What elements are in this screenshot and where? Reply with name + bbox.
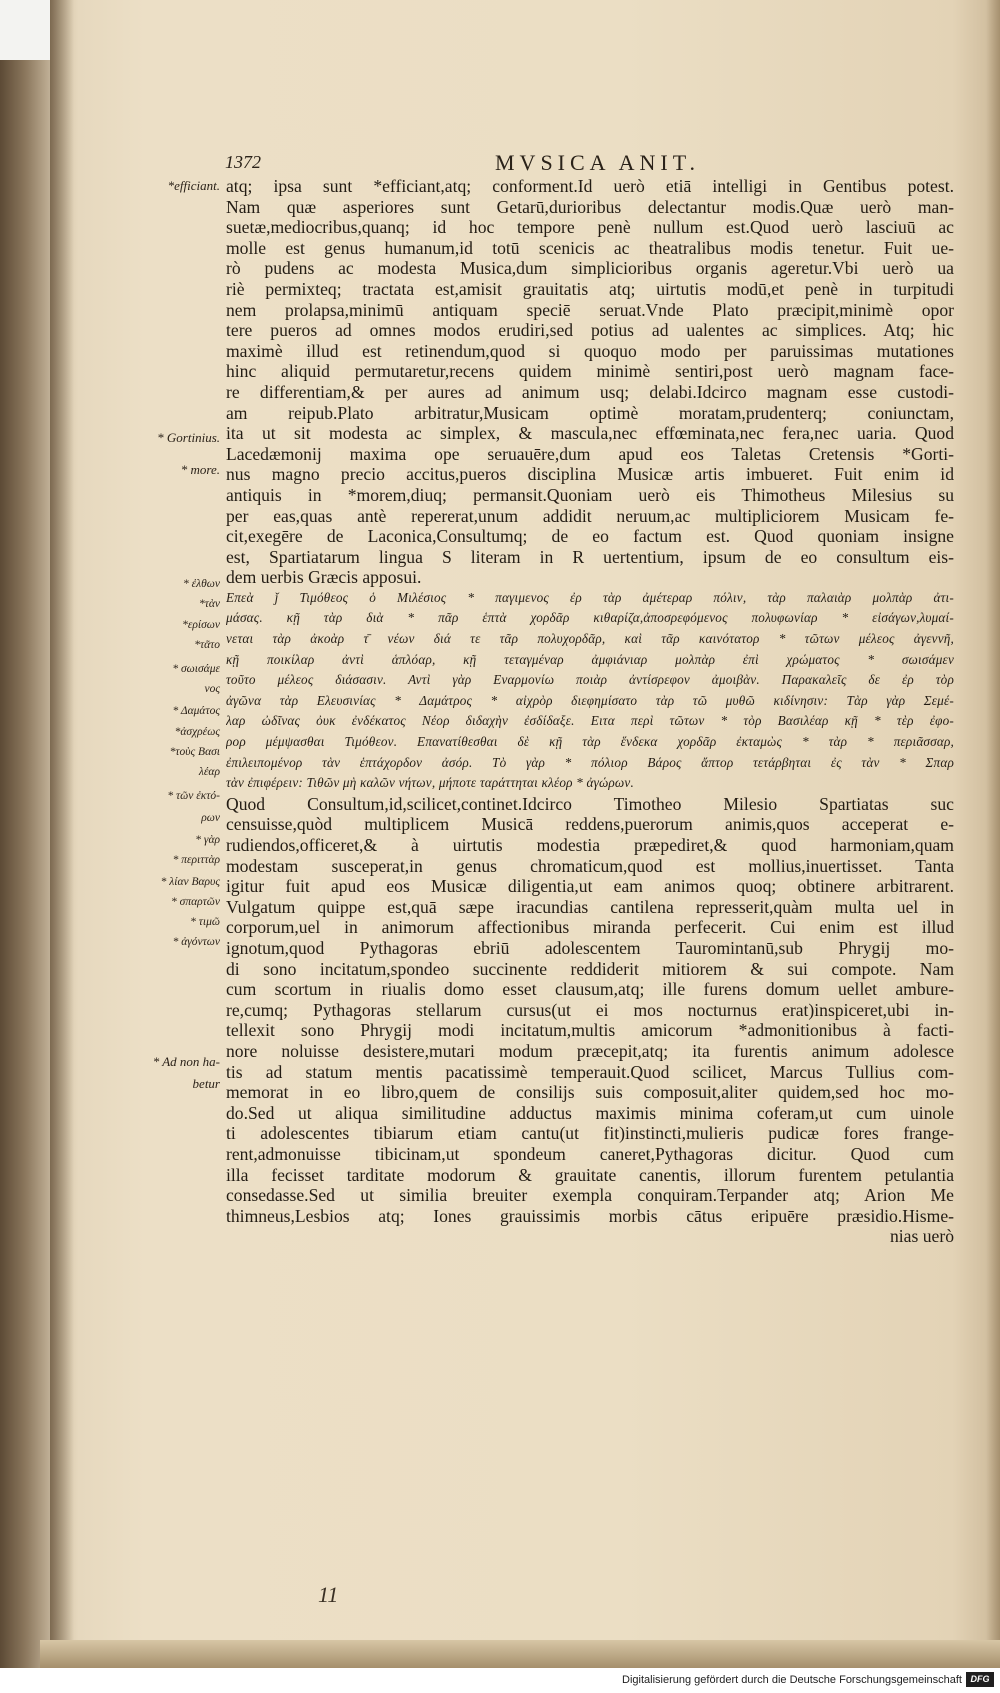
- text-line: suetæ,mediocribus,quanq; id hoc tempore penè nullum est.Quod uerò lasciuū ac: [226, 217, 954, 238]
- text-line: rent,admonuisse tibicinam,ut spondeum caneret,Pythagoras dicitur. Quod cum: [226, 1143, 954, 1164]
- margin-note: * ἐλθων: [182, 578, 220, 590]
- text-line: di sono incitatum,spondeo succinente reddiderit mitiorem & sui compote. Nam: [226, 958, 954, 979]
- text-line: tis ad statum mentis pacatissimè temperauit.Quod scilicet, Marcus Tullius com-: [226, 1061, 954, 1082]
- text-line: re differentiam,& per aures ad animum usq; delabi.Idcirco magnam esse custodi-: [226, 381, 954, 402]
- text-line: atq; ipsa sunt *efficiant,atq; conforment.Id uerò etiā intelligi in Gentibus potest.: [226, 176, 954, 196]
- text-line: modestam susceperat,in genus chromaticum,quod est mollius,inuertisset. Tanta: [226, 855, 954, 876]
- greek-line: ἐπιλειπομένορ τὰν ἑπτάχορδον ἀσόρ. Τὸ γὰρ * πόλιορ Βάρος ἄπτορ τετάρβηται ἐς τὰν * Σπαρ: [226, 754, 954, 770]
- text-line: nore noluisse desistere,mutari modum præcepit,atq; ita furentis animum adolesce: [226, 1040, 954, 1061]
- text-line: igitur fuit apud eos Musicæ diligentia,ut eam animos quoq; obtinere arbitrarent.: [226, 876, 954, 897]
- funding-credit: Digitalisierung gefördert durch die Deutsche Forschungsgemeinschaft: [622, 1674, 962, 1686]
- main-text-block: [226, 176, 954, 1247]
- text-line: am reipub.Plato arbitratur,Musicam optimè moratam,prudenterq; coniunctam,: [226, 402, 954, 423]
- margin-note: *τοὺς Βασι: [169, 746, 220, 758]
- text-line: cum scortum in riualis domo esset clausum,atq; ille furens domum uellet ambure-: [226, 979, 954, 1000]
- text-line: rò pudens ac modesta Musica,dum simplicioribus organis ageretur.Vbi uerò ua: [226, 258, 954, 279]
- text-line: censuisse,quòd multiplicem Musicā reddens,puerorum animis,quos acceperat e-: [226, 814, 954, 835]
- text-line: re,cumq; Pythagoras stellarum cursus(ut ei mos nocturnus erat)inspiceret,ubi in-: [226, 999, 954, 1020]
- margin-note: * σπαρτῶν: [171, 896, 220, 908]
- margin-note: * τῶν ἐκτό-: [167, 790, 220, 802]
- text-line: ignotum,quod Pythagoras ebriū adolescentem Tauromintanū,sub Phrygij mo-: [226, 937, 954, 958]
- margin-note: * λίαν Βαρυς: [160, 876, 220, 888]
- margin-note: * more.: [180, 462, 220, 477]
- margin-note: * ἀγόντων: [172, 936, 220, 948]
- margin-note: *efficiant.: [167, 178, 220, 193]
- text-line: nem prolapsa,minimū antiquam speciē seruat.Vnde Plato præcipit,minimè opor: [226, 299, 954, 320]
- margin-note: *τὰν: [198, 598, 220, 610]
- greek-line: τοῦτο μέλεος διάσασιν. Αντὶ γὰρ Εναρμονίω ποιὰρ ἀντίσρεφον ἀμοιβὰν. Παρακαλεῖς δε ἐρ τὸρ: [226, 672, 954, 688]
- text-line: maximè illud est retinendum,quod si quoquo modo per paruissimas mutationes: [226, 340, 954, 361]
- margin-note: νος: [204, 683, 220, 695]
- running-head: MVSICA ANIT.: [495, 150, 701, 175]
- text-line: consedasse.Sed ut similia breuiter exempla conquiram.Terpander atq; Arion Me: [226, 1185, 954, 1206]
- text-line: tellexit sono Phrygij modi incitatum,multis amicorum *admonitionibus à facti-: [226, 1020, 954, 1041]
- gutter-shadow: [50, 0, 74, 1668]
- text-line: ti adolescentes tibiarum etiam cantu(ut fit)instincti,mulieris pudicæ fores frange-: [226, 1123, 954, 1144]
- margin-note: * Δαμάτος: [172, 705, 220, 717]
- text-line: cit,exegēre de Laconica,Consultumq; de eo factum est. Quod quoniam insigne: [226, 526, 954, 547]
- text-line: do.Sed ut aliqua similitudine adductus maximis minima coferam,ut cum uinole: [226, 1102, 954, 1123]
- dfg-logo-icon: DFG: [966, 1672, 994, 1687]
- margin-note: betur: [192, 1076, 220, 1091]
- margin-note: λέαρ: [198, 766, 220, 778]
- greek-line: μάσας. κῇ τὰρ διὰ * πᾶρ ἑπτὰ χορδᾶρ κιθαρίζα,ἀποσρεφόμενος πολυφωνίαρ * εἰσάγων,λυμαί-: [226, 610, 954, 626]
- text-line: per eas,quas antè repererat,unum addidit neruum,ac multipliciorem Musicam fe-: [226, 505, 954, 526]
- handwritten-mark: 11: [318, 1582, 339, 1607]
- footer-bar: [0, 1668, 1000, 1693]
- text-line: antiquis in *morem,diuq; permansit.Quoniam uerò eis Thimotheus Milesius su: [226, 484, 954, 505]
- margin-note: * τιμῶ: [190, 916, 220, 928]
- text-line: dem uerbis Græcis apposui.: [226, 567, 422, 588]
- text-line: molle est genus humanum,id totū scenicis ac theatralibus modis tenetur. Fuit ue-: [226, 237, 954, 258]
- greek-line: νεται τὰρ ἀκοὰρ τ̄ νέων διά τε τᾶρ πολυχορδᾶρ, καὶ τᾶρ καινότατορ * τῶτων μέλεος ἀγεννῆ,: [226, 631, 954, 647]
- text-line: hinc aliquid permutaretur,recens quidem minimè sentiri,post uerò magnam face-: [226, 361, 954, 382]
- greek-line: κῇ ποικίλαρ ἀντὶ ἁπλόαρ, κῇ τεταγμέναρ ἀμφιάνιαρ μολπὰρ ἐπὶ χρώματος * σωισάμεν: [226, 651, 954, 667]
- page-stack-bottom-edge: [40, 1640, 1000, 1668]
- text-line: Lacedæmonij maxima ope seruauēre,dum apud eos Taletas Cretensis *Gorti-: [226, 443, 954, 464]
- greek-line: τὰν ἐπιφέρειν: Τιθῶν μὴ καλῶν νήτων, μήποτε ταράττηται κλέορ * ἀγώρων.: [226, 775, 634, 791]
- margin-note: * Ad non ha-: [152, 1054, 220, 1069]
- margin-note: *ερίσων: [182, 619, 220, 631]
- margin-note: *ἀσχρέως: [174, 726, 220, 738]
- margin-note: * γὰρ: [195, 834, 220, 846]
- page-right-edge: [986, 0, 1000, 1668]
- margin-note: * περιττὰρ: [172, 854, 220, 866]
- text-line: thimneus,Lesbios atq; Iones grauissimis morbis cātus eripuēre præsidio.Hisme-: [226, 1205, 954, 1226]
- text-line: illa fecisset tarditate modorum & grauitate canentis, illorum furentem petulantia: [226, 1164, 954, 1185]
- page-number: 1372: [225, 152, 261, 172]
- text-line: Nam quæ asperiores sunt Getarū,durioribus delectantur modis.Quæ uerò man-: [226, 196, 954, 217]
- text-line: tere pueros ad omnes modos erudiri,sed potius ad ualentes ac simplices. Atq; hic: [226, 320, 954, 341]
- margin-note: *τᾶτο: [194, 639, 220, 651]
- text-line: est, Spartiatarum lingua S literam in R uertentium, ipsum de eo consultum eis-: [226, 546, 954, 567]
- text-line: corporum,uel in animorum affectionibus miranda perfecerit. Cui enim est illud: [226, 917, 954, 938]
- text-line: Vulgatum quippe est,quā sæpe iracundias cantilena represserit,quàm multa uel in: [226, 896, 954, 917]
- margin-note: ρων: [201, 812, 220, 824]
- margin-note: * Gortinius.: [157, 430, 220, 445]
- text-line: Quod Consultum,id,scilicet,continet.Idcirco Timotheo Milesio Spartiatas suc: [226, 793, 954, 814]
- catchword: nias uerò: [889, 1226, 954, 1247]
- text-line: riè permixteq; tractata est,amisit grauitatis atq; uirtutis modū,et penè in turpitudi: [226, 278, 954, 299]
- text-line: nus magno precio accitus,pueros disciplina Musicæ artis imbueret. Fuit enim id: [226, 464, 954, 485]
- greek-line: ρορ μέμψασθαι Τιμόθεον. Επανατίθεσθαι δὲ κῇ τὰρ ἕνδεκα χορδᾶρ ἐκταμὼς * τὰρ * περιᾶσσαρ,: [226, 734, 954, 750]
- text-line: ita ut sit modesta ac simplex, & mascula,nec effœminata,nec fera,nec uaria. Quod: [226, 423, 954, 444]
- text-line: memorat in eo libro,quem de consilijs suis composuit,aliter quidem,sed hoc mo-: [226, 1082, 954, 1103]
- margin-note: * σωισάμε: [172, 663, 220, 675]
- text-line: rudiendos,officeret,& à uirtutis modestia præpediret,& quod harmoniam,quam: [226, 835, 954, 855]
- greek-line: Επεὰ ǰ Τιμόθεος ὁ Μιλέσιος * παγιμενος ἐρ τὰρ ἀμέτεραρ πόλιν, τὰρ παλαιὰρ μολπὰρ ἀτι-: [226, 589, 954, 605]
- greek-line: ἀγῶνα τὰρ Ελευσινίας * Δαμάτρος * αἰχρὸρ διεφημίσατο τὰρ τῶ μυθῶ κιδίνησιν: Τὰρ γὰρ Σεμέ-: [226, 692, 954, 708]
- greek-line: λαρ ὠδῖνας ὀυκ ἐνδέκατος Νέορ διδαχὴν ἐσδίδαξε. Ειτα περὶ τῶτων * τὸρ Βασιλέαρ κῇ * τὲρ ἐφο-: [226, 713, 954, 729]
